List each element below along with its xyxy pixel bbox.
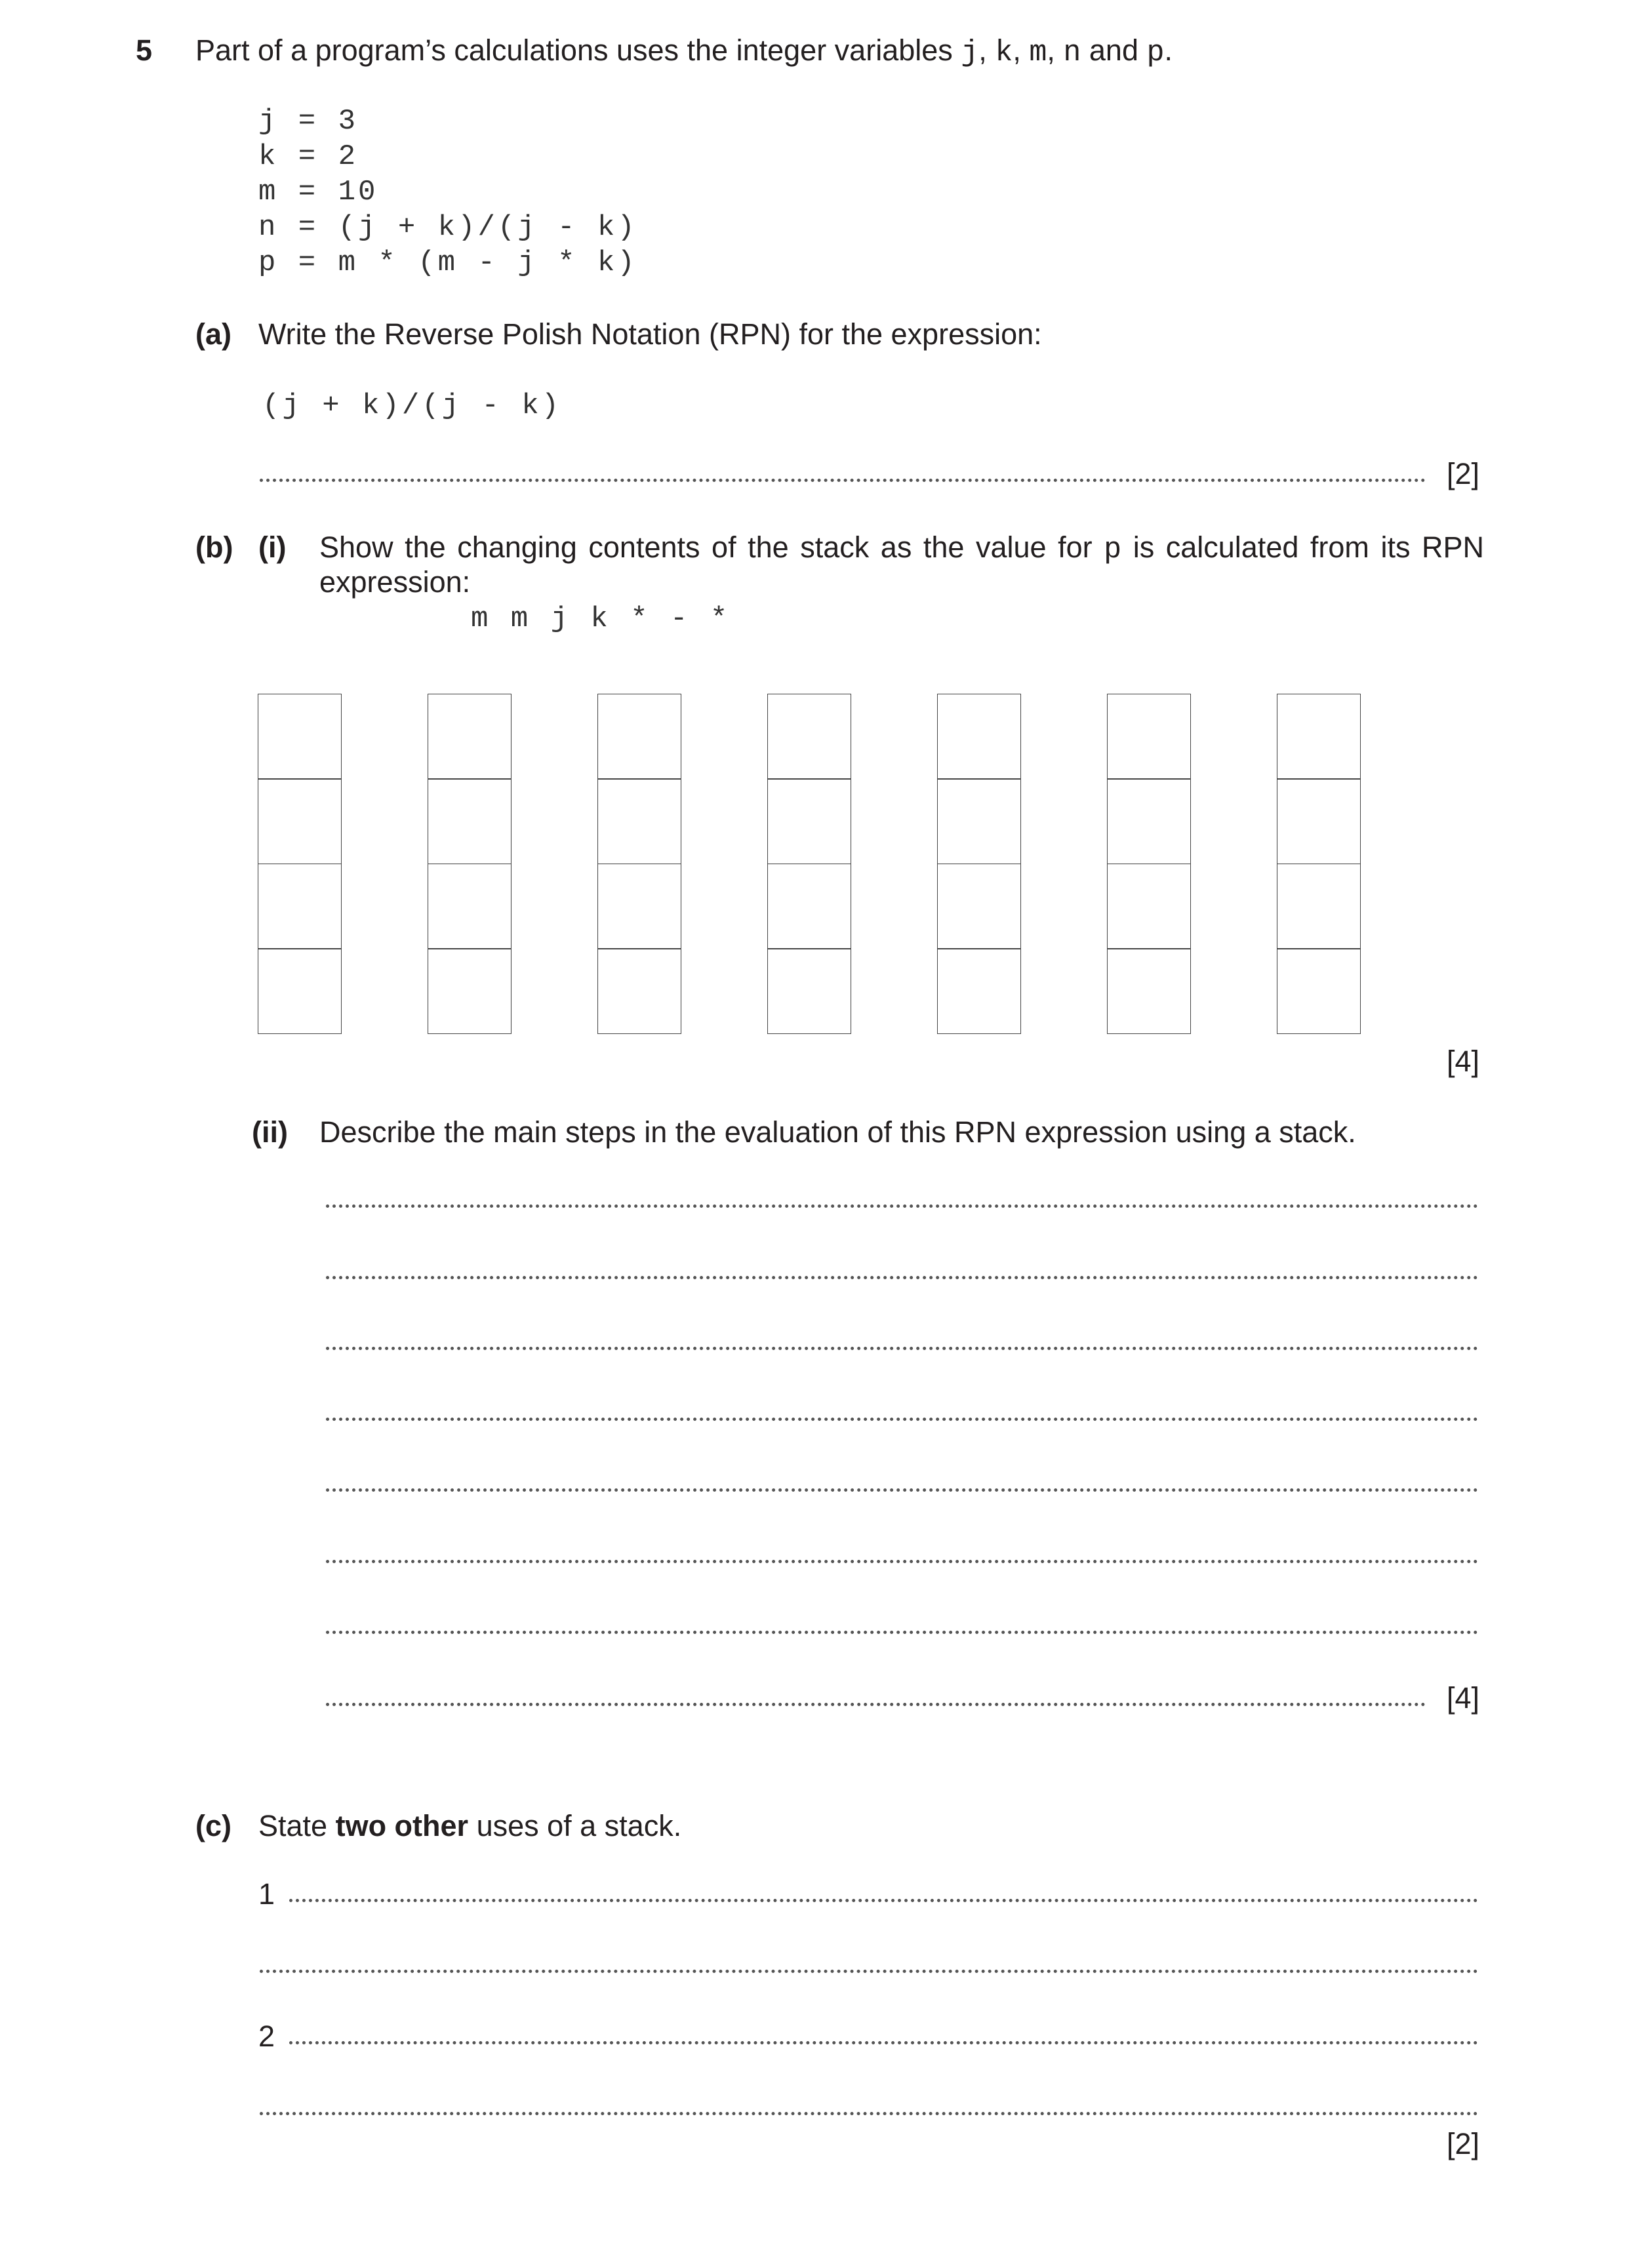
part-b-ii-answer-line[interactable]: [326, 1488, 1478, 1492]
stack-cell[interactable]: [767, 864, 851, 949]
part-b-ii-prompt: Describe the main steps in the evaluation of this RPN expression using a stack.: [319, 1115, 1356, 1149]
part-a-marks: [2]: [1447, 457, 1480, 490]
code-line-n: n = (j + k)/(j - k): [258, 211, 637, 244]
part-a-answer-line[interactable]: [260, 479, 1426, 482]
stack-cell[interactable]: [428, 694, 512, 779]
stack-column: [428, 694, 512, 1033]
stack-cell[interactable]: [767, 694, 851, 779]
part-c-item-1-answer-line[interactable]: [289, 1899, 1478, 1902]
question-number: 5: [136, 33, 153, 67]
stack-cell[interactable]: [428, 949, 512, 1034]
stack-cell[interactable]: [1277, 949, 1361, 1034]
part-b-ii-answer-line[interactable]: [326, 1631, 1478, 1634]
intro-sep-1: ,: [978, 33, 995, 67]
stack-cell[interactable]: [1107, 864, 1191, 949]
part-b-ii-marks: [4]: [1447, 1681, 1480, 1715]
part-c-item-1-number: 1: [258, 1877, 275, 1911]
stack-cell[interactable]: [937, 694, 1021, 779]
var-n: n: [1063, 36, 1081, 70]
stack-column: [1277, 694, 1361, 1033]
part-c-marks: [2]: [1447, 2127, 1480, 2160]
stack-cell[interactable]: [258, 864, 342, 949]
part-b-i-prompt-line2: expression:: [319, 565, 471, 599]
part-b-i-marks: [4]: [1447, 1044, 1480, 1078]
stack-cell[interactable]: [937, 949, 1021, 1034]
part-b-ii-answer-line[interactable]: [326, 1418, 1478, 1421]
stack-cell[interactable]: [597, 949, 681, 1034]
part-b-i-prompt-pre: Show the changing contents of the stack as the value for: [319, 530, 1104, 564]
part-b-label: (b): [195, 530, 233, 564]
stack-column: [767, 694, 851, 1033]
stack-cell[interactable]: [428, 864, 512, 949]
stack-cell[interactable]: [1107, 949, 1191, 1034]
part-b-ii-answer-line[interactable]: [326, 1703, 1426, 1706]
part-b-i-prompt-post: is calculated from its RPN: [1121, 530, 1484, 564]
stack-cell[interactable]: [767, 779, 851, 864]
code-line-j: j = 3: [258, 105, 359, 138]
part-b-ii-answer-line[interactable]: [326, 1204, 1478, 1208]
part-b-ii-label: (ii): [252, 1115, 288, 1149]
stack-cell[interactable]: [597, 864, 681, 949]
part-c-prompt: [258, 1811, 681, 1840]
part-b-ii-answer-line[interactable]: [326, 1276, 1478, 1279]
part-a-prompt: Write the Reverse Polish Notation (RPN) for the expression:: [258, 317, 1042, 351]
question-intro: [195, 35, 1173, 68]
stack-column: [258, 694, 342, 1033]
part-b-i-prompt: [319, 532, 1484, 565]
stack-cell[interactable]: [767, 949, 851, 1034]
intro-sep-2: ,: [1013, 33, 1030, 67]
part-c-item-2-answer-line-2[interactable]: [260, 2112, 1478, 2115]
part-a-expression: (j + k)/(j - k): [262, 389, 562, 422]
intro-and: and: [1081, 33, 1147, 67]
stack-cell[interactable]: [1277, 779, 1361, 864]
part-b-i-label: (i): [258, 530, 287, 564]
stack-cell[interactable]: [937, 779, 1021, 864]
stack-cell[interactable]: [1277, 864, 1361, 949]
stack-cell[interactable]: [1107, 694, 1191, 779]
part-c-prompt-post: uses of a stack.: [468, 1809, 682, 1842]
part-b-i-prompt-var: p: [1104, 533, 1122, 567]
code-line-k: k = 2: [258, 140, 359, 173]
part-c-prompt-bold: two other: [335, 1809, 469, 1842]
part-b-ii-answer-line[interactable]: [326, 1347, 1478, 1350]
intro-sep-3: ,: [1047, 33, 1064, 67]
var-k: k: [995, 36, 1013, 70]
stack-cell[interactable]: [258, 949, 342, 1034]
part-b-i-rpn: m m j k * - *: [471, 603, 731, 635]
stack-cell[interactable]: [937, 864, 1021, 949]
part-c-prompt-pre: State: [258, 1809, 336, 1842]
part-c-item-2-number: 2: [258, 2019, 275, 2053]
stack-cell[interactable]: [258, 694, 342, 779]
var-p: p: [1146, 36, 1165, 70]
stack-column: [937, 694, 1021, 1033]
part-b-ii-answer-line[interactable]: [326, 1560, 1478, 1563]
part-c-item-2-answer-line[interactable]: [289, 2041, 1478, 2044]
stack-cell[interactable]: [258, 779, 342, 864]
stack-column: [1107, 694, 1191, 1033]
part-c-item-1-answer-line-2[interactable]: [260, 1970, 1478, 1973]
stack-cell[interactable]: [597, 694, 681, 779]
var-j: j: [961, 36, 979, 70]
stack-cell[interactable]: [1107, 779, 1191, 864]
part-c-label: (c): [195, 1809, 231, 1842]
code-line-m: m = 10: [258, 176, 378, 209]
stack-column: [597, 694, 681, 1033]
part-a-label: (a): [195, 317, 231, 351]
stack-cell[interactable]: [1277, 694, 1361, 779]
stack-cell[interactable]: [597, 779, 681, 864]
intro-text: Part of a program’s calculations uses the integer variables: [195, 33, 961, 67]
intro-period: .: [1164, 33, 1173, 67]
code-line-p: p = m * (m - j * k): [258, 247, 637, 279]
stack-cell[interactable]: [428, 779, 512, 864]
var-m: m: [1029, 36, 1047, 70]
